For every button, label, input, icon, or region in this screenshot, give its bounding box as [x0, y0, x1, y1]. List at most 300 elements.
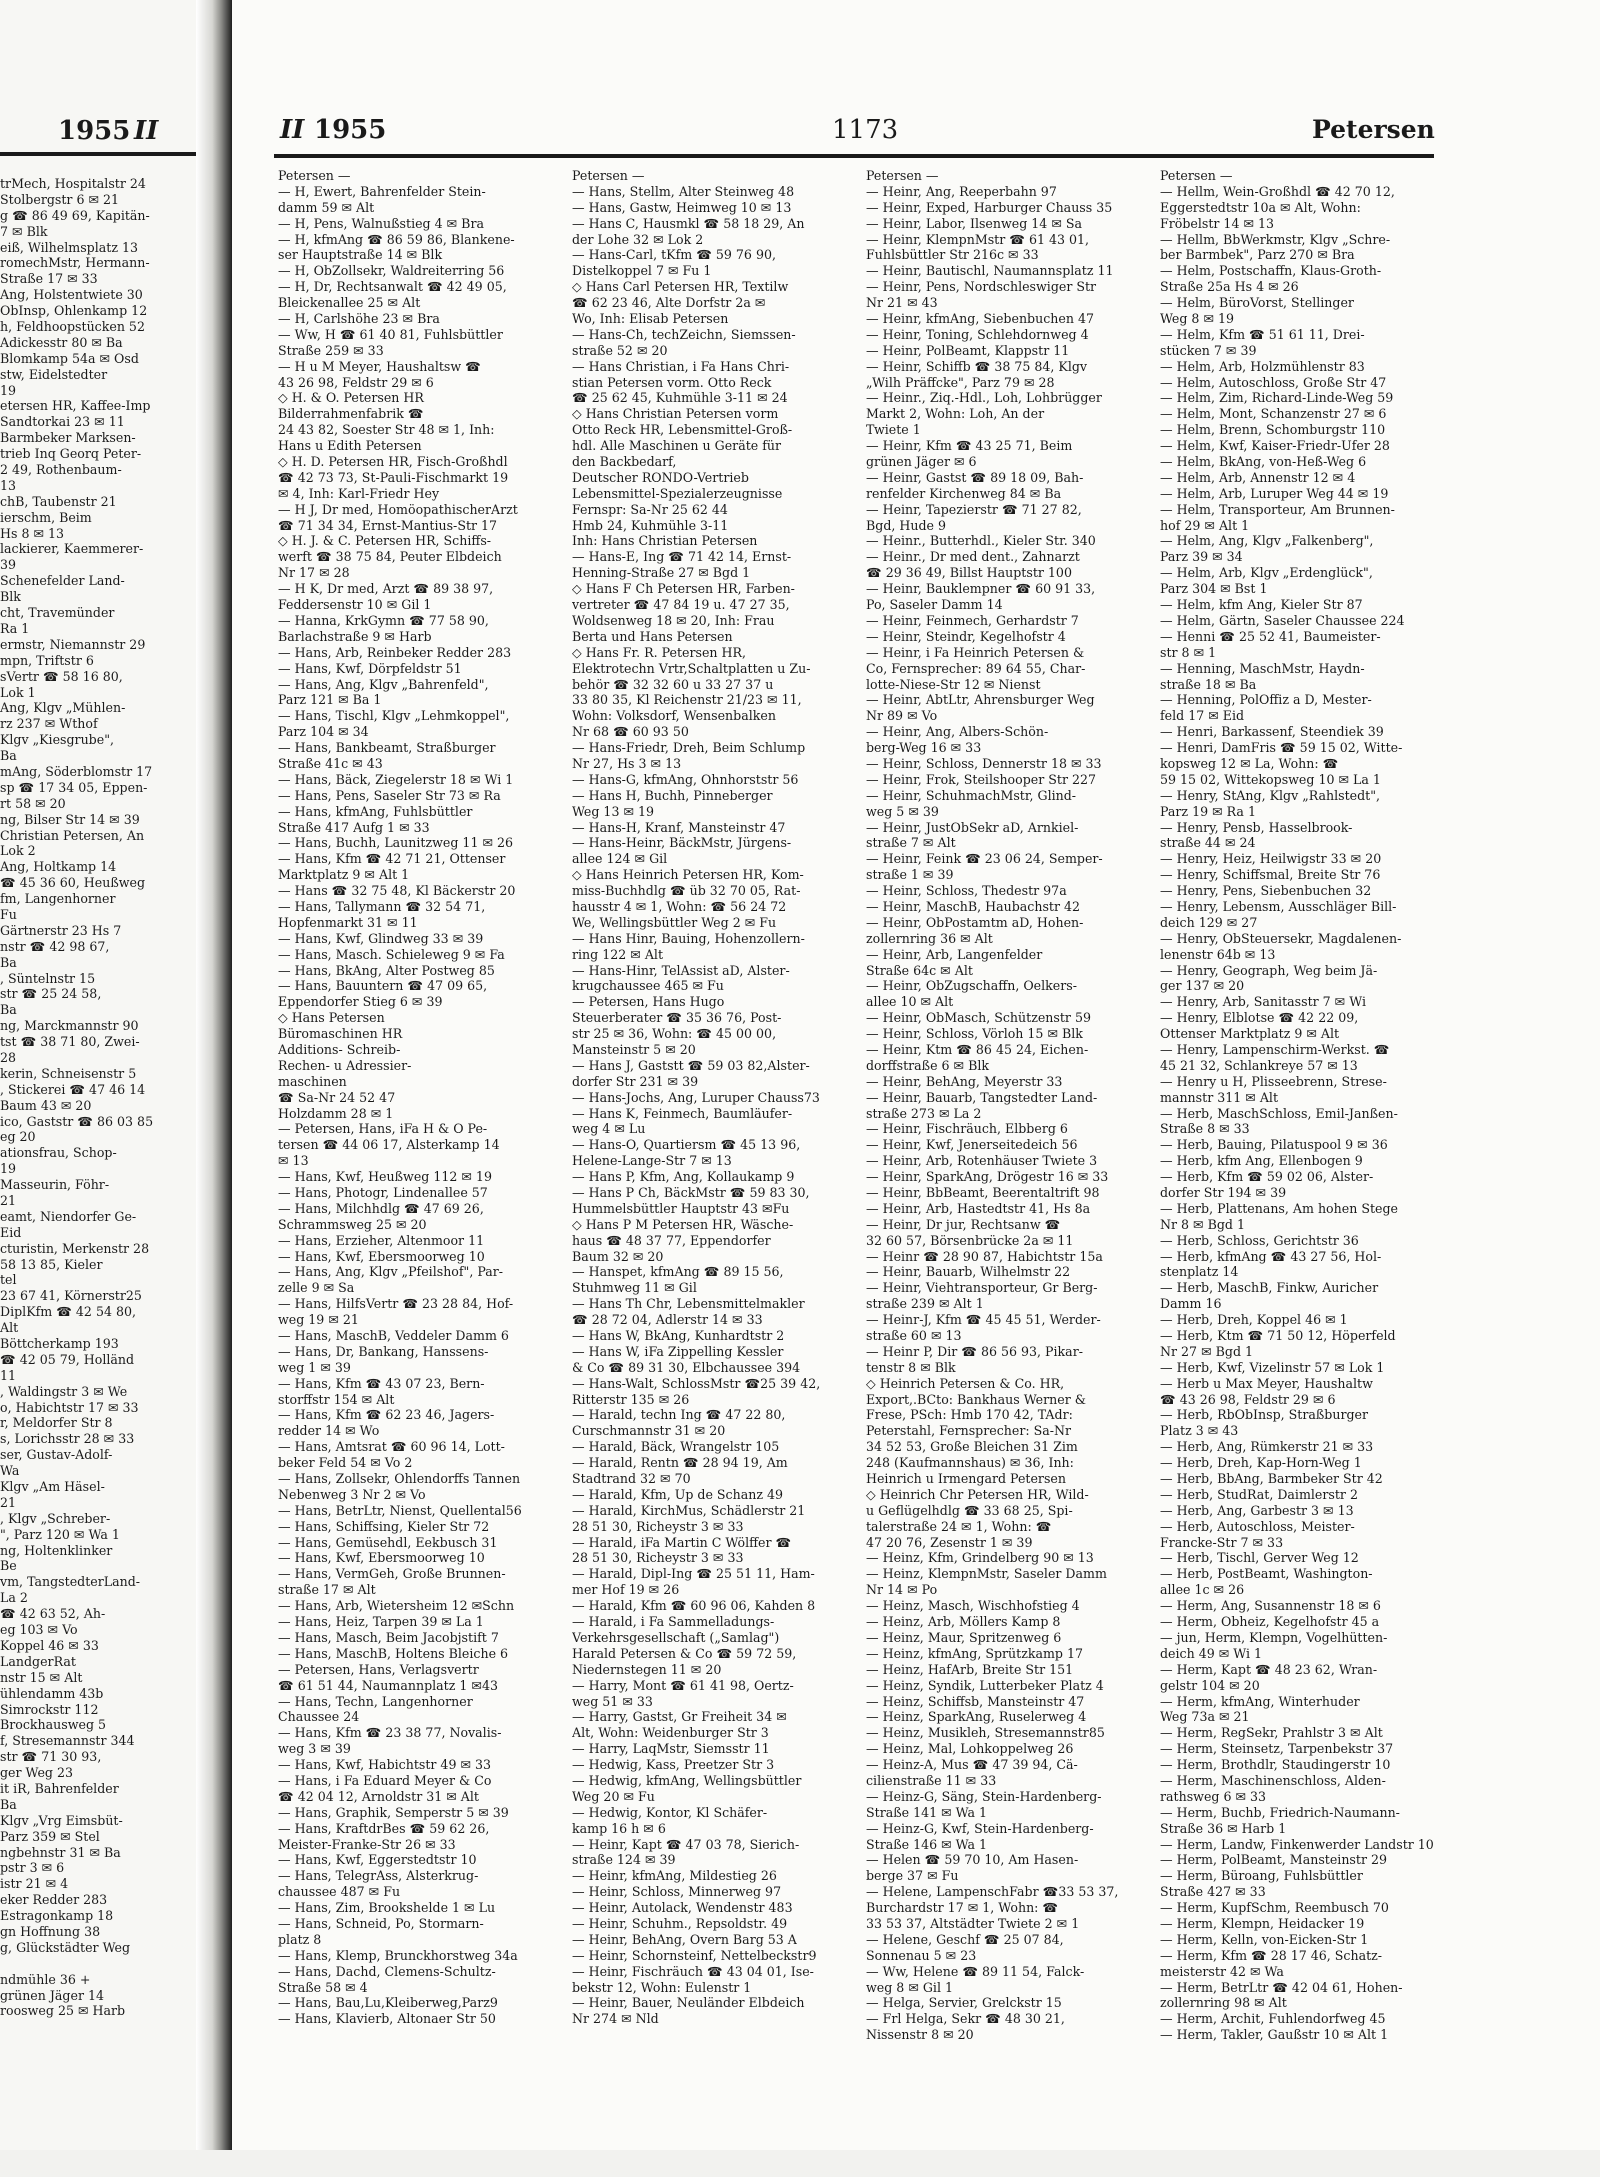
directory-entry-line: ◇ Hans Petersen — [278, 1010, 385, 1026]
left-header-rule — [0, 152, 196, 156]
directory-entry-line: — Heinr, Steindr, Kegelhofstr 4 — [866, 628, 1066, 644]
directory-entry-line: — Helm, Autoschloss, Große Str 47 — [1160, 374, 1387, 390]
directory-entry-line: Ba — [0, 954, 17, 970]
directory-entry-line: straße 124 ✉ 39 — [572, 1852, 676, 1868]
directory-entry-line: berge 37 ✉ Fu — [866, 1868, 959, 1884]
directory-entry-line: Nr 21 ✉ 43 — [866, 295, 938, 311]
directory-entry-line: — Heinr, ObPostamtm aD, Hohen- — [866, 914, 1084, 930]
directory-entry-line: ◇ Hans Carl Petersen HR, Textilw — [572, 279, 789, 295]
directory-entry-line: — Heinr., Butterhdl., Kieler Str. 340 — [866, 533, 1096, 549]
directory-entry-line: Peterstahl, Fernsprecher: Sa-Nr — [866, 1423, 1072, 1439]
directory-entry-line: 34 52 53, Große Bleichen 31 Zim — [866, 1439, 1078, 1455]
directory-entry-line: — Hans-O, Quartiersm ☎ 45 13 96, — [572, 1137, 801, 1153]
directory-entry-line: — Henry, ObSteuersekr, Magdalenen- — [1160, 930, 1402, 946]
directory-entry-line: ◇ H. D. Petersen HR, Fisch-Großhdl — [278, 454, 508, 470]
directory-entry-line: — Hans, Photogr, Lindenallee 57 — [278, 1185, 488, 1200]
directory-entry-line: We, Wellingsbüttler Weg 2 ✉ Fu — [572, 914, 777, 930]
directory-entry-line: — Hans P Ch, BäckMstr ☎ 59 83 30, — [572, 1185, 810, 1200]
directory-entry-line: straße 273 ✉ La 2 — [866, 1105, 982, 1121]
directory-entry-line: vertreter ☎ 47 84 19 u. 47 27 35, — [572, 597, 790, 613]
directory-entry-line: Nebenweg 3 Nr 2 ✉ Vo — [278, 1486, 426, 1502]
directory-entry-line: trieb Inq Georq Peter- — [0, 446, 142, 462]
directory-entry-line: — Heinz, Mal, Lohkoppelweg 26 — [866, 1741, 1074, 1757]
directory-entry-line: Platz 3 ✉ 43 — [1160, 1423, 1239, 1439]
directory-entry-line: 11 — [0, 1367, 17, 1383]
directory-entry-line: stenplatz 14 — [1160, 1264, 1239, 1280]
directory-entry-line: Steuerberater ☎ 35 36 76, Post- — [572, 1010, 782, 1026]
directory-entry-line: — Henri, Barkassenf, Steendiek 39 — [1160, 724, 1384, 740]
directory-entry-line: Straße 141 ✉ Wa 1 — [866, 1804, 988, 1820]
directory-entry-line: — Helm, Arb, Annenstr 12 ✉ 4 — [1160, 469, 1356, 485]
directory-entry-line: hof 29 ✉ Alt 1 — [1160, 517, 1250, 533]
directory-entry-line: — Hellm, Wein-Großhdl ☎ 42 70 12, — [1160, 183, 1395, 199]
directory-entry-line: 33 53 37, Altstädter Twiete 2 ✉ 1 — [866, 1915, 1080, 1931]
directory-entry-line: — Heinr, Schiffb ☎ 38 75 84, Klgv — [866, 358, 1088, 374]
directory-entry-line: chaussee 487 ✉ Fu — [278, 1884, 401, 1900]
directory-entry-line: — Heinr, PolBeamt, Klappstr 11 — [866, 342, 1070, 358]
directory-entry-line: rathsweg 6 ✉ 33 — [1160, 1788, 1267, 1804]
directory-entry-line: — Hans, MaschB, Veddeler Damm 6 — [278, 1328, 509, 1344]
directory-entry-line: — Hans, Heiz, Tarpen 39 ✉ La 1 — [278, 1614, 484, 1630]
directory-entry-line: deich 49 ✉ Wi 1 — [1160, 1645, 1263, 1661]
directory-entry-line: — Herb, kfm Ang, Ellenbogen 9 — [1160, 1153, 1363, 1169]
directory-entry-line: Meister-Franke-Str 26 ✉ 33 — [278, 1836, 456, 1852]
directory-entry-line: Hopfenmarkt 31 ✉ 11 — [278, 914, 418, 930]
right-page — [232, 0, 1600, 2177]
directory-entry-line: 13 — [0, 477, 17, 493]
directory-entry-line: — Henni ☎ 25 52 41, Baumeister- — [1160, 628, 1381, 644]
directory-entry-line: — Henry, Lampenschirm-Werkst. ☎ — [1160, 1041, 1390, 1057]
directory-entry-line: — Hans, Milchhdlg ☎ 47 69 26, — [278, 1200, 484, 1216]
directory-entry-line: — H, kfmAng ☎ 86 59 86, Blankene- — [278, 231, 515, 247]
directory-entry-line: ger Weg 23 — [0, 1765, 73, 1781]
directory-entry-line: — Heinr, Frok, Steilshooper Str 227 — [866, 771, 1097, 787]
directory-entry-line: — Hans, Kwf, Ebersmoorweg 10 — [278, 1550, 485, 1566]
directory-entry-line: — Heinr, Viehtransporteur, Gr Berg- — [866, 1280, 1098, 1296]
directory-entry-line: — Henri, DamFris ☎ 59 15 02, Witte- — [1160, 740, 1403, 756]
directory-entry-line: Nr 274 ✉ Nld — [572, 2011, 659, 2027]
directory-entry-line: Ba — [0, 1002, 17, 1018]
directory-entry-line: — Harald, i Fa Sammelladungs- — [572, 1614, 775, 1630]
directory-entry-line: 7 ✉ Blk — [0, 223, 48, 239]
directory-entry-line: straße 60 ✉ 13 — [866, 1328, 962, 1344]
directory-entry-line: — Heinz-A, Mus ☎ 47 39 94, Cä- — [866, 1757, 1078, 1773]
directory-entry-line: Twiete 1 — [866, 422, 921, 438]
directory-entry-line: — Heinr, Bauer, Neuländer Elbdeich — [572, 1995, 805, 2011]
directory-entry-line: Inh: Hans Christian Petersen — [572, 533, 758, 549]
directory-entry-line: — Heinr, Exped, Harburger Chauss 35 — [866, 199, 1113, 215]
directory-entry-line: eker Redder 283 — [0, 1892, 108, 1908]
directory-entry-line: Parz 304 ✉ Bst 1 — [1160, 581, 1268, 597]
directory-entry-line: — Henry, Pensb, Hasselbrook- — [1160, 819, 1353, 835]
directory-entry-line: — Hans, Klavierb, Altonaer Str 50 — [278, 2011, 496, 2027]
directory-entry-line: ndmühle 36 + — [0, 1971, 91, 1987]
directory-entry-line: Ang, Klgv „Mühlen- — [0, 700, 126, 716]
directory-entry-line: str 8 ✉ 1 — [1160, 644, 1217, 660]
directory-entry-line: — Hans W, BkAng, Kunhardtstr 2 — [572, 1328, 785, 1344]
directory-entry-line: Simrockstr 112 — [0, 1701, 99, 1717]
directory-entry-line: werft ☎ 38 75 84, Peuter Elbdeich — [278, 549, 502, 565]
directory-entry-line: 21 — [0, 1193, 17, 1208]
directory-entry-line: — Herb, Autoschloss, Meister- — [1160, 1518, 1355, 1534]
directory-entry-line: — Hans, Bankbeamt, Straßburger — [278, 740, 496, 756]
directory-entry-line: — Heinr, Kapt ☎ 47 03 78, Sierich- — [572, 1836, 800, 1852]
directory-entry-line: — Helm, Arb, Klgv „Erdenglück", — [1160, 565, 1373, 581]
directory-entry-line: 32 60 57, Börsenbrücke 2a ✉ 11 — [866, 1232, 1074, 1248]
directory-entry-line: weg 1 ✉ 39 — [278, 1359, 351, 1375]
directory-entry-line: — Hans, Masch, Beim Jacobjstift 7 — [278, 1629, 499, 1645]
directory-entry-line: — Helm, Postschaffn, Klaus-Groth- — [1160, 263, 1382, 279]
directory-entry-line: — Hans-Hinr, TelAssist aD, Alster- — [572, 962, 790, 978]
directory-entry-line: — Heinr, Fischräuch, Elbberg 6 — [866, 1121, 1068, 1137]
directory-entry-line: zollernring 36 ✉ Alt — [866, 930, 993, 946]
directory-entry-line: — Heinr, Toning, Schlehdornweg 4 — [866, 326, 1089, 342]
directory-entry-line: DiplKfm ☎ 42 54 80, — [0, 1304, 137, 1320]
directory-entry-line: ühlendamm 43b — [0, 1685, 104, 1701]
directory-entry-line: Adickesstr 80 ✉ Ba — [0, 334, 123, 350]
directory-entry-line: Stuhmweg 11 ✉ Gil — [572, 1280, 697, 1296]
directory-entry-line: — Heinz, Kfm, Grindelberg 90 ✉ 13 — [866, 1550, 1094, 1566]
left-page-volume: II — [134, 116, 159, 146]
directory-entry-line: ☎ 42 63 52, Ah- — [0, 1606, 106, 1622]
directory-entry-line: — Harald, iFa Martin C Wölffer ☎ — [572, 1534, 792, 1550]
directory-entry-line: ☎ 42 04 12, Arnoldstr 31 ✉ Alt — [278, 1788, 479, 1804]
directory-entry-line: Lok 2 — [0, 843, 36, 859]
directory-entry-line: — Hans, Gastw, Heimweg 10 ✉ 13 — [572, 199, 792, 215]
directory-entry-line: — Hans, Ang, Klgv „Bahrenfeld", — [278, 676, 489, 692]
directory-entry-line: Po, Saseler Damm 14 — [866, 597, 1003, 613]
directory-entry-line: Nr 17 ✉ 28 — [278, 565, 350, 581]
directory-entry-line: 21 — [0, 1494, 17, 1510]
directory-entry-line: — Hans, MaschB, Holtens Bleiche 6 — [278, 1645, 509, 1661]
directory-entry-line: — Hans-Jochs, Ang, Luruper Chauss73 — [572, 1089, 820, 1105]
directory-entry-line: ☎ 71 34 34, Ernst-Mantius-Str 17 — [278, 517, 498, 533]
directory-entry-line: — Heinr, Kfm ☎ 43 25 71, Beim — [866, 438, 1073, 454]
directory-entry-line: — Hans, BetrLtr, Nienst, Quellental56 — [278, 1502, 522, 1518]
directory-entry-line: ☎ 62 23 46, Alte Dorfstr 2a ✉ — [572, 295, 766, 311]
directory-entry-line: ◇ H. J. & C. Petersen HR, Schiffs- — [278, 533, 492, 549]
directory-entry-line: — Heinr, Gastst ☎ 89 18 09, Bah- — [866, 469, 1084, 485]
directory-entry-line: Baum 32 ✉ 20 — [572, 1248, 664, 1264]
directory-entry-line: — Hedwig, kfmAng, Wellingsbüttler — [572, 1772, 802, 1788]
directory-entry-line: — Hans, Techn, Langenhorner — [278, 1693, 473, 1709]
directory-entry-line: — Heinr, AbtLtr, Ahrensburger Weg — [866, 692, 1095, 708]
directory-entry-line: Ra 1 — [0, 620, 30, 636]
left-page-fragment — [0, 0, 200, 2177]
directory-entry-line: it iR, Bahrenfelder — [0, 1780, 119, 1796]
directory-entry-line: Curschmannstr 31 ✉ 20 — [572, 1423, 726, 1439]
directory-entry-line: o, Habichtstr 17 ✉ 33 — [0, 1399, 139, 1415]
directory-entry-line: — Helm, Ang, Klgv „Falkenberg", — [1160, 533, 1374, 549]
directory-entry-line: — Heinr, Schloss, Thedestr 97a — [866, 883, 1067, 899]
directory-entry-line: — Heinz-G, Kwf, Stein-Hardenberg- — [866, 1820, 1094, 1836]
directory-entry-line: ☎ 43 26 98, Feldstr 29 ✉ 6 — [1160, 1391, 1336, 1407]
directory-entry-line: — Heinr, Bauklempner ☎ 60 91 33, — [866, 581, 1096, 597]
directory-entry-line: nstr ☎ 42 98 67, — [0, 938, 110, 954]
directory-entry-line: stian Petersen vorm. Otto Reck — [572, 374, 772, 390]
directory-entry-line: — Helm, BkAng, von-Heß-Weg 6 — [1160, 454, 1367, 470]
directory-entry-line: — Heinr, Kwf, Jenerseitedeich 56 — [866, 1137, 1078, 1153]
directory-entry-line: — Hedwig, Kontor, Kl Schäfer- — [572, 1804, 768, 1820]
directory-entry-line: — Herb, Tischl, Gerver Weg 12 — [1160, 1550, 1359, 1566]
directory-entry-line: — Helm, Kwf, Kaiser-Friedr-Ufer 28 — [1160, 438, 1390, 454]
header-rule — [274, 154, 1434, 158]
directory-entry-line: — Heinr, Ang, Albers-Schön- — [866, 724, 1049, 740]
directory-entry-line: mannstr 311 ✉ Alt — [1160, 1089, 1278, 1105]
directory-entry-line: mpn, Triftstr 6 — [0, 652, 94, 668]
directory-entry-line: straße 18 ✉ Ba — [1160, 676, 1257, 692]
directory-entry-line: tst ☎ 38 71 80, Zwei- — [0, 1034, 140, 1050]
directory-entry-line: — Herm, Brothdlr, Staudingerstr 10 — [1160, 1757, 1391, 1773]
directory-entry-line: — Helm, Arb, Luruper Weg 44 ✉ 19 — [1160, 485, 1389, 501]
directory-entry-line: Parz 359 ✉ Stel — [0, 1828, 100, 1844]
directory-entry-line: Straße 17 ✉ 33 — [0, 271, 98, 287]
directory-entry-line: — Hans, Kfm ☎ 43 07 23, Bern- — [278, 1375, 485, 1391]
directory-entry-line: mAng, Söderblomstr 17 — [0, 763, 153, 779]
directory-entry-line: — Henry, Geograph, Weg beim Jä- — [1160, 962, 1378, 978]
directory-entry-line: Klgv „Am Häsel- — [0, 1479, 105, 1495]
directory-entry-line: Straße 41c ✉ 43 — [278, 755, 383, 771]
directory-entry-line: Petersen — — [1160, 168, 1233, 183]
directory-entry-line: hausstr 4 ✉ 1, Wohn: ☎ 56 24 72 — [572, 898, 787, 914]
directory-entry-line: — H, Carlshöhe 23 ✉ Bra — [278, 311, 440, 327]
directory-entry-line: ☎ 45 36 60, Heußweg — [0, 875, 146, 891]
directory-entry-line: Nissenstr 8 ✉ 20 — [866, 2027, 974, 2043]
directory-entry-line: — Heinz, KlempnMstr, Saseler Damm — [866, 1566, 1107, 1582]
directory-entry-line: Lebensmittel-Spezialerzeugnisse — [572, 485, 783, 501]
directory-entry-line: — Heinr ☎ 28 90 87, Habichtstr 15a — [866, 1248, 1103, 1264]
directory-entry-line: Straße 146 ✉ Wa 1 — [866, 1836, 988, 1852]
directory-entry-line: Nr 27 ✉ Bgd 1 — [1160, 1343, 1254, 1359]
directory-entry-line: Fröbelstr 14 ✉ 13 — [1160, 215, 1275, 231]
directory-entry-line: storffstr 154 ✉ Alt — [278, 1391, 395, 1407]
directory-entry-line: — Herm, Büroang, Fuhlsbüttler — [1160, 1868, 1363, 1884]
directory-entry-line: roosweg 25 ✉ Harb — [0, 2003, 126, 2019]
directory-entry-line: berg-Weg 16 ✉ 33 — [866, 740, 982, 756]
directory-entry-line: Bgd, Hude 9 — [866, 517, 947, 533]
directory-entry-line: cilienstraße 11 ✉ 33 — [866, 1772, 997, 1788]
directory-entry-line: ermstr, Niemannstr 29 — [0, 636, 146, 652]
directory-entry-line: ationsfrau, Schop- — [0, 1145, 117, 1161]
directory-entry-line: Ang, Holstentwiete 30 — [0, 287, 143, 303]
directory-entry-line: — Heinz, Syndik, Lutterbeker Platz 4 — [866, 1677, 1104, 1693]
directory-entry-line: eg 103 ✉ Vo — [0, 1622, 78, 1638]
directory-entry-line: straße 52 ✉ 20 — [572, 342, 668, 358]
directory-entry-line: Fernspr: Sa-Nr 25 62 44 — [572, 501, 728, 517]
volume-number: II — [280, 115, 305, 145]
directory-entry-line: Stadtrand 32 ✉ 70 — [572, 1471, 691, 1487]
directory-entry-line: Distelkoppel 7 ✉ Fu 1 — [572, 263, 712, 279]
directory-entry-line: — Hans ☎ 32 75 48, Kl Bäckerstr 20 — [278, 883, 516, 899]
directory-entry-line: chB, Taubenstr 21 — [0, 493, 117, 509]
directory-entry-line: — Helene, Geschf ☎ 25 07 84, — [866, 1931, 1064, 1947]
directory-entry-line: — Petersen, Hans, iFa H & O Pe- — [278, 1121, 488, 1137]
directory-entry-line: — Heinr, Pens, Nordschleswiger Str — [866, 279, 1097, 295]
directory-entry-line: Helene-Lange-Str 7 ✉ 13 — [572, 1153, 732, 1169]
directory-entry-line: — Hans, Kwf, Habichtstr 49 ✉ 33 — [278, 1757, 492, 1773]
directory-entry-line: — Hans, Bäck, Ziegelerstr 18 ✉ Wi 1 — [278, 771, 514, 787]
directory-entry-line: — Helga, Servier, Grelckstr 15 — [866, 1995, 1062, 2011]
directory-entry-line: grünen Jäger 14 — [0, 1987, 104, 2003]
directory-entry-line: — Helen ☎ 59 70 10, Am Hasen- — [866, 1852, 1079, 1868]
directory-entry-line: Nr 8 ✉ Bgd 1 — [1160, 1216, 1246, 1232]
book-gutter-shadow — [196, 0, 232, 2177]
directory-entry-line: — Herm, Landw, Finkenwerder Landstr 10 — [1160, 1836, 1434, 1852]
directory-entry-line: — Heinr, Arb, Rotenhäuser Twiete 3 — [866, 1153, 1098, 1169]
directory-entry-line: — Hans, i Fa Eduard Meyer & Co — [278, 1772, 492, 1788]
directory-entry-line: — Henry, Pens, Siebenbuchen 32 — [1160, 883, 1372, 899]
directory-entry-line: — Harald, Kfm, Up de Schanz 49 — [572, 1486, 784, 1502]
directory-entry-line: Bleickenallee 25 ✉ Alt — [278, 295, 421, 311]
directory-entry-line: dorffstraße 6 ✉ Blk — [866, 1057, 990, 1073]
directory-entry-line: — Hans, Arb, Reinbeker Redder 283 — [278, 644, 512, 660]
directory-entry-line: ierschm, Beim — [0, 509, 92, 525]
directory-entry-line: — Herm, RegSekr, Prahlstr 3 ✉ Alt — [1160, 1725, 1383, 1741]
directory-entry-line: tel — [0, 1272, 17, 1288]
directory-entry-line: — Petersen, Hans Hugo — [572, 994, 725, 1010]
directory-entry-line: straße 7 ✉ Alt — [866, 835, 956, 851]
directory-entry-line: stw, Eidelstedter — [0, 366, 108, 382]
directory-entry-line: ◇ H. & O. Petersen HR — [278, 390, 424, 406]
directory-entry-line: Holzdamm 28 ✉ 1 — [278, 1105, 394, 1121]
lower-scan-edge — [0, 2150, 1600, 2177]
directory-entry-line: — Heinr, Labor, Ilsenweg 14 ✉ Sa — [866, 215, 1083, 231]
directory-entry-line: , Stickerei ☎ 47 46 14 — [0, 1081, 146, 1097]
directory-entry-line: krugchaussee 465 ✉ Fu — [572, 978, 724, 994]
directory-entry-line: Additions- Schreib- — [278, 1041, 401, 1057]
directory-entry-line: lackierer, Kaemmerer- — [0, 541, 144, 557]
directory-entry-line: Rechen- u Adressier- — [278, 1057, 412, 1073]
directory-entry-line: — Herm, Ang, Susannenstr 18 ✉ 6 — [1160, 1598, 1381, 1614]
directory-entry-line: 248 (Kaufmannshaus) ✉ 36, Inh: — [866, 1455, 1074, 1471]
directory-entry-line: — Hans, Bau,Lu,Kleiberweg,Parz9 — [278, 1995, 498, 2011]
directory-entry-line: fm, Langenhorner — [0, 891, 116, 907]
directory-entry-line: ☎ Sa-Nr 24 52 47 — [278, 1089, 396, 1105]
directory-entry-line: Nr 14 ✉ Po — [866, 1582, 938, 1598]
directory-entry-line: meisterstr 42 ✉ Wa — [1160, 1963, 1284, 1979]
directory-entry-line: ◇ Hans Heinrich Petersen HR, Kom- — [572, 867, 804, 883]
directory-entry-line: 19 — [0, 382, 17, 398]
directory-entry-line: maschinen — [278, 1073, 347, 1089]
directory-entry-line: ☎ 28 72 04, Adlerstr 14 ✉ 33 — [572, 1312, 763, 1328]
directory-entry-line: Markt 2, Wohn: Loh, An der — [866, 406, 1045, 422]
directory-entry-line: — Hanspet, kfmAng ☎ 89 15 56, — [572, 1264, 784, 1280]
running-head: Petersen — [1312, 115, 1435, 144]
directory-entry-line: ico, Gaststr ☎ 86 03 85 — [0, 1113, 154, 1129]
directory-entry-line: — Hans W, iFa Zippelling Kessler — [572, 1343, 784, 1359]
directory-entry-line: ng, Bilser Str 14 ✉ 39 — [0, 811, 140, 827]
directory-column-3 — [866, 168, 1156, 2043]
directory-entry-line: — Frl Helga, Sekr ☎ 48 30 21, — [866, 2011, 1065, 2027]
directory-entry-line: — Hans, Pens, Saseler Str 73 ✉ Ra — [278, 787, 501, 803]
directory-entry-line: — Hans C, Hausmkl ☎ 58 18 29, An — [572, 215, 805, 231]
directory-entry-line: eg 20 — [0, 1129, 36, 1145]
directory-entry-line: 28 51 30, Richeystr 3 ✉ 33 — [572, 1518, 744, 1534]
directory-entry-line: Barmbeker Marksen- — [0, 430, 136, 446]
directory-entry-line: ◇ Hans P M Petersen HR, Wäsche- — [572, 1216, 794, 1232]
directory-entry-line: — Henry, StAng, Klgv „Rahlstedt", — [1160, 787, 1381, 803]
directory-entry-line: — Hans, Stellm, Alter Steinweg 48 — [572, 183, 795, 199]
directory-entry-line: — Herm, Klempn, Heidacker 19 — [1160, 1915, 1365, 1931]
directory-entry-line: Mansteinstr 5 ✉ 20 — [572, 1041, 696, 1057]
directory-entry-line: — Heinr, Feink ☎ 23 06 24, Semper- — [866, 851, 1103, 867]
directory-entry-line: den Backbedarf, — [572, 454, 677, 470]
directory-entry-line: — Heinr, Fischräuch ☎ 43 04 01, Ise- — [572, 1963, 814, 1979]
directory-entry-line: — Herb, Ktm ☎ 71 50 12, Höperfeld — [1160, 1328, 1396, 1344]
directory-entry-line: — Herm, KupfSchm, Reembusch 70 — [1160, 1900, 1389, 1916]
directory-entry-line: — Henry, Heiz, Heilwigstr 33 ✉ 20 — [1160, 851, 1382, 867]
directory-entry-line: Fu — [0, 906, 17, 922]
directory-entry-line: sVertr ☎ 58 16 80, — [0, 668, 123, 684]
directory-entry-line: — Hans, Dr, Bankang, Hanssens- — [278, 1343, 489, 1359]
directory-entry-line: rz 237 ✉ Wthof — [0, 716, 98, 732]
directory-entry-line: zelle 9 ✉ Sa — [278, 1280, 355, 1296]
directory-entry-line: — Hans, Kwf, Heußweg 112 ✉ 19 — [278, 1169, 492, 1185]
directory-entry-line: Francke-Str 7 ✉ 33 — [1160, 1534, 1284, 1550]
directory-entry-line: Hans u Edith Petersen — [278, 438, 422, 454]
directory-entry-line: & Co ☎ 89 31 30, Elbchaussee 394 — [572, 1359, 801, 1375]
directory-entry-line: lotte-Niese-Str 12 ✉ Nienst — [866, 676, 1041, 692]
directory-entry-line: Straße 64c ✉ Alt — [866, 962, 973, 978]
directory-entry-line: — Herm, Kelln, von-Eicken-Str 1 — [1160, 1931, 1369, 1947]
directory-entry-line: Parz 104 ✉ 34 — [278, 724, 369, 740]
directory-entry-line: Parz 19 ✉ Ra 1 — [1160, 803, 1256, 819]
directory-entry-line: — H u M Meyer, Haushaltsw ☎ — [278, 358, 481, 374]
directory-entry-line: 58 13 85, Kieler — [0, 1256, 103, 1272]
directory-entry-line: Bilderrahmenfabrik ☎ — [278, 406, 424, 422]
left-page-header — [0, 112, 196, 150]
directory-entry-line: — Hedwig, Kass, Preetzer Str 3 — [572, 1757, 775, 1773]
directory-entry-line: Masseurin, Föhr- — [0, 1177, 110, 1193]
directory-entry-line: — Hans Th Chr, Lebensmittelmakler — [572, 1296, 805, 1312]
directory-entry-line: Barlachstraße 9 ✉ Harb — [278, 628, 432, 644]
directory-entry-line: Alt — [0, 1320, 19, 1336]
directory-entry-line: — Heinr P, Dir ☎ 86 56 93, Pikar- — [866, 1343, 1083, 1359]
directory-entry-line: — Heinr, Autolack, Wendenstr 483 — [572, 1900, 793, 1916]
directory-entry-line: — Herb, MaschSchloss, Emil-Janßen- — [1160, 1105, 1398, 1121]
directory-entry-line: ☎ 42 05 79, Holländ — [0, 1351, 135, 1367]
directory-entry-line: 28 51 30, Richeystr 3 ✉ 33 — [572, 1550, 744, 1566]
directory-entry-line: — Harald, Dipl-Ing ☎ 25 51 11, Ham- — [572, 1566, 815, 1582]
directory-entry-line: f, Stresemannstr 344 — [0, 1733, 135, 1749]
directory-entry-line: Brockhausweg 5 — [0, 1717, 107, 1733]
directory-entry-line: — Hans, Erzieher, Altenmoor 11 — [278, 1232, 485, 1248]
directory-entry-line: u Geflügelhdlg ☎ 33 68 25, Spi- — [866, 1502, 1073, 1518]
directory-entry-line: La 2 — [0, 1590, 28, 1606]
directory-entry-line: nstr 15 ✉ Alt — [0, 1669, 83, 1685]
directory-entry-line: — Hans, Bauuntern ☎ 47 09 65, — [278, 978, 488, 994]
directory-entry-line: — Herb, Kfm ☎ 59 02 06, Alster- — [1160, 1169, 1374, 1185]
left-page-year: 1955 — [58, 116, 131, 146]
directory-entry-line: Eppendorfer Stieg 6 ✉ 39 — [278, 994, 443, 1010]
directory-entry-line: tenstr 8 ✉ Blk — [866, 1359, 956, 1375]
directory-entry-line: — Helm, Kfm ☎ 51 61 11, Drei- — [1160, 326, 1365, 342]
directory-entry-line: Be — [0, 1558, 17, 1574]
directory-entry-line: haus ☎ 48 37 77, Eppendorfer — [572, 1232, 771, 1248]
directory-entry-line: — Hans, Zim, Brookshelde 1 ✉ Lu — [278, 1900, 496, 1916]
directory-entry-line: Stolbergstr 6 ✉ 21 — [0, 191, 120, 207]
directory-entry-line: — Herm, Archit, Fuhlendorfweg 45 — [1160, 2011, 1386, 2027]
directory-entry-line: Deutscher RONDO-Vertrieb — [572, 469, 749, 485]
directory-entry-line: — Heinz, Musikleh, Stresemannstr85 — [866, 1725, 1105, 1741]
directory-entry-line: ◇ Hans Christian Petersen vorm — [572, 406, 779, 422]
directory-entry-line: — Heinr., Ziq.-Hdl., Loh, Lohbrügger — [866, 390, 1102, 406]
directory-entry-line: Chaussee 24 — [278, 1709, 360, 1725]
directory-entry-line: — Herm, Steinsetz, Tarpenbekstr 37 — [1160, 1741, 1394, 1757]
directory-entry-line: — Herm, Kfm ☎ 28 17 46, Schatz- — [1160, 1947, 1383, 1963]
directory-entry-line: Straße 8 ✉ 33 — [1160, 1121, 1250, 1137]
directory-entry-line: — Herm, Kapt ☎ 48 23 62, Wran- — [1160, 1661, 1378, 1677]
